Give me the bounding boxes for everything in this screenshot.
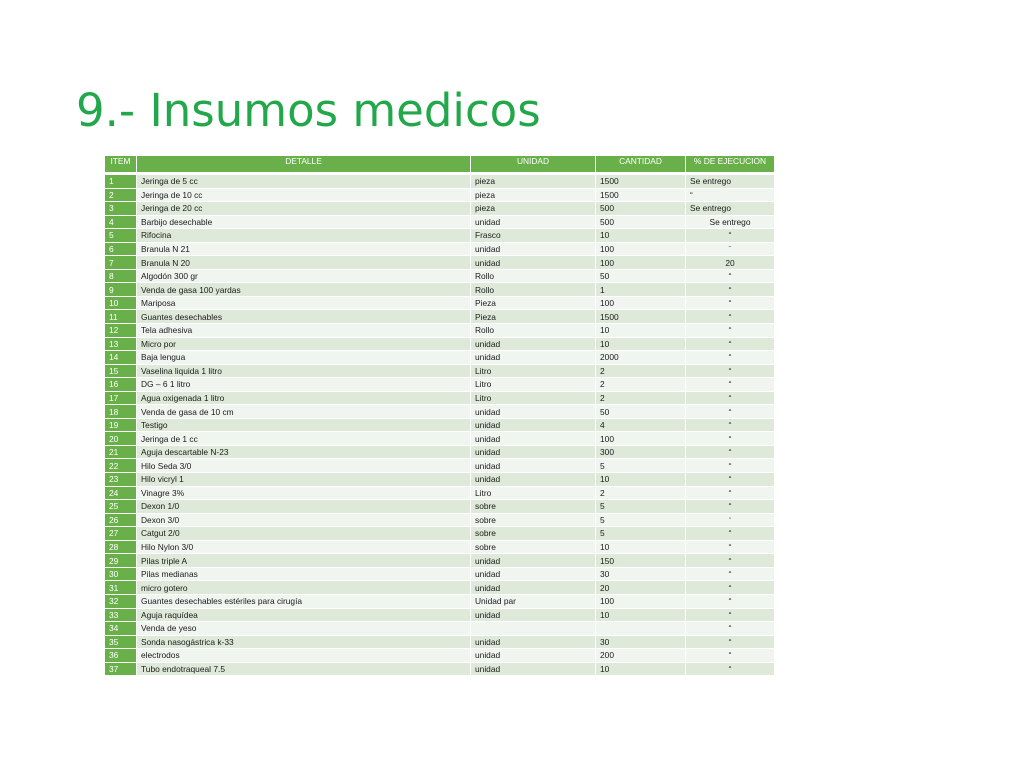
- cell-cantidad: 1: [596, 283, 686, 297]
- table-row: [105, 351, 775, 365]
- cell-cantidad: 10: [596, 662, 686, 676]
- cell-item: 11: [105, 310, 137, 324]
- cell-item: 35: [105, 635, 137, 649]
- table-row: [105, 554, 775, 568]
- cell-item: 23: [105, 473, 137, 487]
- cell-cantidad: 2: [596, 391, 686, 405]
- cell-ejecucion: “: [686, 296, 775, 310]
- cell-cantidad: 1500: [596, 174, 686, 189]
- cell-unidad: unidad: [471, 256, 596, 270]
- cell-unidad: unidad: [471, 432, 596, 446]
- cell-cantidad: 2: [596, 486, 686, 500]
- table-row: [105, 527, 775, 541]
- cell-unidad: sobre: [471, 527, 596, 541]
- cell-detalle: Barbijo desechable: [137, 215, 471, 229]
- cell-detalle: Mariposa: [137, 296, 471, 310]
- supplies-table-container: [104, 155, 774, 676]
- table-row: [105, 473, 775, 487]
- cell-cantidad: 10: [596, 473, 686, 487]
- cell-detalle: Rifocina: [137, 229, 471, 243]
- cell-unidad: sobre: [471, 513, 596, 527]
- cell-detalle: Pilas medianas: [137, 567, 471, 581]
- table-row: [105, 540, 775, 554]
- cell-unidad: Litro: [471, 486, 596, 500]
- cell-item: 21: [105, 445, 137, 459]
- cell-detalle: Dexon 1/0: [137, 500, 471, 514]
- cell-item: 36: [105, 649, 137, 663]
- cell-ejecucion: “: [686, 662, 775, 676]
- cell-ejecucion: “: [686, 622, 775, 636]
- cell-unidad: unidad: [471, 473, 596, 487]
- header-cantidad: CANTIDAD: [596, 156, 686, 174]
- cell-ejecucion: “: [686, 432, 775, 446]
- cell-unidad: sobre: [471, 540, 596, 554]
- cell-detalle: Jeringa de 5 cc: [137, 174, 471, 189]
- cell-ejecucion: “: [686, 351, 775, 365]
- cell-unidad: Unidad par: [471, 594, 596, 608]
- cell-item: 4: [105, 215, 137, 229]
- cell-cantidad: 50: [596, 405, 686, 419]
- table-row: [105, 202, 775, 216]
- cell-item: 20: [105, 432, 137, 446]
- cell-detalle: Aguja descartable N-23: [137, 445, 471, 459]
- slide-title: 9.- Insumos medicos: [76, 84, 541, 137]
- cell-detalle: electrodos: [137, 649, 471, 663]
- cell-unidad: Rollo: [471, 283, 596, 297]
- cell-item: 37: [105, 662, 137, 676]
- table-header: [105, 156, 775, 174]
- cell-ejecucion: “: [686, 473, 775, 487]
- cell-detalle: Guantes desechables: [137, 310, 471, 324]
- cell-cantidad: 100: [596, 296, 686, 310]
- table-row: [105, 256, 775, 270]
- cell-unidad: unidad: [471, 459, 596, 473]
- cell-item: 33: [105, 608, 137, 622]
- cell-detalle: Catgut 2/0: [137, 527, 471, 541]
- cell-item: 16: [105, 378, 137, 392]
- cell-cantidad: 500: [596, 202, 686, 216]
- cell-ejecucion: “: [686, 188, 775, 202]
- cell-cantidad: 1500: [596, 188, 686, 202]
- cell-cantidad: 100: [596, 256, 686, 270]
- table-row: [105, 662, 775, 676]
- table-row: [105, 649, 775, 663]
- cell-unidad: unidad: [471, 405, 596, 419]
- cell-ejecucion: ‘: [686, 513, 775, 527]
- cell-item: 30: [105, 567, 137, 581]
- table-row: [105, 364, 775, 378]
- cell-unidad: Frasco: [471, 229, 596, 243]
- cell-ejecucion: “: [686, 635, 775, 649]
- cell-ejecucion: “: [686, 459, 775, 473]
- cell-ejecucion: “: [686, 581, 775, 595]
- cell-cantidad: 100: [596, 594, 686, 608]
- cell-ejecucion: “: [686, 310, 775, 324]
- cell-unidad: Litro: [471, 378, 596, 392]
- cell-ejecucion: “: [686, 269, 775, 283]
- cell-detalle: Baja lengua: [137, 351, 471, 365]
- cell-unidad: Litro: [471, 364, 596, 378]
- cell-ejecucion: “: [686, 364, 775, 378]
- cell-unidad: unidad: [471, 581, 596, 595]
- cell-unidad: unidad: [471, 337, 596, 351]
- supplies-table: [104, 155, 775, 676]
- cell-cantidad: 100: [596, 432, 686, 446]
- cell-unidad: unidad: [471, 418, 596, 432]
- cell-cantidad: [596, 622, 686, 636]
- cell-cantidad: 2: [596, 378, 686, 392]
- cell-ejecucion: “: [686, 554, 775, 568]
- cell-detalle: Hilo Seda 3/0: [137, 459, 471, 473]
- table-row: [105, 391, 775, 405]
- table-row: [105, 229, 775, 243]
- cell-unidad: pieza: [471, 188, 596, 202]
- cell-ejecucion: “: [686, 378, 775, 392]
- cell-unidad: unidad: [471, 215, 596, 229]
- cell-item: 32: [105, 594, 137, 608]
- table-row: [105, 486, 775, 500]
- cell-detalle: Agua oxigenada 1 litro: [137, 391, 471, 405]
- cell-ejecucion: “: [686, 391, 775, 405]
- cell-ejecucion: “: [686, 324, 775, 338]
- cell-unidad: Pieza: [471, 296, 596, 310]
- cell-unidad: unidad: [471, 554, 596, 568]
- table-row: [105, 500, 775, 514]
- cell-cantidad: 1500: [596, 310, 686, 324]
- table-row: [105, 405, 775, 419]
- cell-item: 34: [105, 622, 137, 636]
- cell-cantidad: 30: [596, 567, 686, 581]
- cell-unidad: unidad: [471, 662, 596, 676]
- table-row: [105, 459, 775, 473]
- cell-item: 15: [105, 364, 137, 378]
- cell-cantidad: 5: [596, 459, 686, 473]
- table-row: [105, 215, 775, 229]
- cell-detalle: Jeringa de 20 cc: [137, 202, 471, 216]
- cell-ejecucion: “: [686, 229, 775, 243]
- cell-detalle: Branula N 21: [137, 242, 471, 256]
- cell-item: 25: [105, 500, 137, 514]
- cell-item: 26: [105, 513, 137, 527]
- cell-item: 7: [105, 256, 137, 270]
- cell-detalle: Dexon 3/0: [137, 513, 471, 527]
- table-row: [105, 418, 775, 432]
- cell-cantidad: 2: [596, 364, 686, 378]
- table-row: [105, 622, 775, 636]
- cell-unidad: unidad: [471, 445, 596, 459]
- cell-ejecucion: 20: [686, 256, 775, 270]
- cell-ejecucion: “: [686, 405, 775, 419]
- cell-detalle: DG – 6 1 litro: [137, 378, 471, 392]
- cell-unidad: unidad: [471, 608, 596, 622]
- cell-unidad: unidad: [471, 567, 596, 581]
- cell-ejecucion: “: [686, 418, 775, 432]
- cell-cantidad: 200: [596, 649, 686, 663]
- cell-item: 8: [105, 269, 137, 283]
- cell-unidad: Pieza: [471, 310, 596, 324]
- cell-item: 2: [105, 188, 137, 202]
- cell-item: 3: [105, 202, 137, 216]
- cell-cantidad: 5: [596, 513, 686, 527]
- cell-detalle: Tela adhesiva: [137, 324, 471, 338]
- cell-cantidad: 300: [596, 445, 686, 459]
- table-row: [105, 324, 775, 338]
- cell-unidad: Litro: [471, 391, 596, 405]
- cell-unidad: [471, 622, 596, 636]
- table-row: [105, 432, 775, 446]
- cell-ejecucion: “: [686, 649, 775, 663]
- header-item: ITEM: [105, 156, 137, 174]
- table-row: [105, 635, 775, 649]
- cell-cantidad: 10: [596, 608, 686, 622]
- cell-ejecucion: ¨: [686, 242, 775, 256]
- table-row: [105, 269, 775, 283]
- cell-item: 29: [105, 554, 137, 568]
- table-row: [105, 378, 775, 392]
- cell-ejecucion: “: [686, 486, 775, 500]
- cell-detalle: Vinagre 3%: [137, 486, 471, 500]
- header-unidad: UNIDAD: [471, 156, 596, 174]
- cell-item: 24: [105, 486, 137, 500]
- cell-cantidad: 50: [596, 269, 686, 283]
- cell-ejecucion: “: [686, 608, 775, 622]
- cell-detalle: Pilas triple A: [137, 554, 471, 568]
- cell-detalle: Tubo endotraqueal 7.5: [137, 662, 471, 676]
- header-ejecucion: % DE EJECUCION: [686, 156, 775, 174]
- table-row: [105, 594, 775, 608]
- cell-unidad: unidad: [471, 242, 596, 256]
- cell-detalle: Testigo: [137, 418, 471, 432]
- cell-cantidad: 2000: [596, 351, 686, 365]
- cell-ejecucion: “: [686, 283, 775, 297]
- cell-cantidad: 10: [596, 540, 686, 554]
- cell-unidad: pieza: [471, 174, 596, 189]
- cell-cantidad: 10: [596, 229, 686, 243]
- cell-detalle: Venda de gasa de 10 cm: [137, 405, 471, 419]
- cell-item: 22: [105, 459, 137, 473]
- table-row: [105, 581, 775, 595]
- cell-unidad: unidad: [471, 351, 596, 365]
- cell-unidad: pieza: [471, 202, 596, 216]
- cell-unidad: sobre: [471, 500, 596, 514]
- cell-detalle: Venda de gasa 100 yardas: [137, 283, 471, 297]
- cell-ejecucion: Se entrego: [686, 202, 775, 216]
- cell-ejecucion: Se entrego: [686, 174, 775, 189]
- cell-cantidad: 500: [596, 215, 686, 229]
- cell-unidad: unidad: [471, 635, 596, 649]
- table-row: [105, 242, 775, 256]
- cell-item: 27: [105, 527, 137, 541]
- table-row: [105, 608, 775, 622]
- cell-ejecucion: “: [686, 594, 775, 608]
- cell-cantidad: 5: [596, 527, 686, 541]
- table-row: [105, 567, 775, 581]
- cell-detalle: Sonda nasogástrica k-33: [137, 635, 471, 649]
- cell-ejecucion: “: [686, 337, 775, 351]
- cell-item: 1: [105, 174, 137, 189]
- table-row: [105, 188, 775, 202]
- cell-unidad: unidad: [471, 649, 596, 663]
- cell-cantidad: 10: [596, 324, 686, 338]
- cell-item: 13: [105, 337, 137, 351]
- cell-detalle: Jeringa de 1 cc: [137, 432, 471, 446]
- cell-item: 28: [105, 540, 137, 554]
- cell-detalle: Aguja raquídea: [137, 608, 471, 622]
- cell-item: 18: [105, 405, 137, 419]
- cell-detalle: Micro por: [137, 337, 471, 351]
- table-row: [105, 513, 775, 527]
- cell-cantidad: 10: [596, 337, 686, 351]
- cell-cantidad: 5: [596, 500, 686, 514]
- cell-ejecucion: Se entrego: [686, 215, 775, 229]
- cell-detalle: Branula N 20: [137, 256, 471, 270]
- cell-ejecucion: “: [686, 540, 775, 554]
- cell-detalle: Jeringa de 10 cc: [137, 188, 471, 202]
- cell-ejecucion: “: [686, 500, 775, 514]
- cell-ejecucion: “: [686, 567, 775, 581]
- cell-item: 14: [105, 351, 137, 365]
- cell-item: 5: [105, 229, 137, 243]
- cell-unidad: Rollo: [471, 269, 596, 283]
- table-row: [105, 283, 775, 297]
- cell-detalle: Hilo Nylon 3/0: [137, 540, 471, 554]
- table-row: [105, 310, 775, 324]
- cell-item: 17: [105, 391, 137, 405]
- cell-ejecucion: “: [686, 445, 775, 459]
- cell-unidad: Rollo: [471, 324, 596, 338]
- cell-cantidad: 20: [596, 581, 686, 595]
- cell-detalle: Vaselina liquida 1 litro: [137, 364, 471, 378]
- cell-detalle: micro gotero: [137, 581, 471, 595]
- cell-cantidad: 4: [596, 418, 686, 432]
- table-row: [105, 174, 775, 189]
- cell-cantidad: 100: [596, 242, 686, 256]
- table-row: [105, 296, 775, 310]
- cell-item: 19: [105, 418, 137, 432]
- cell-ejecucion: “: [686, 527, 775, 541]
- cell-detalle: Algodón 300 gr: [137, 269, 471, 283]
- header-row: [105, 156, 775, 174]
- cell-cantidad: 30: [596, 635, 686, 649]
- cell-cantidad: 150: [596, 554, 686, 568]
- cell-detalle: Venda de yeso: [137, 622, 471, 636]
- table-body: [105, 174, 775, 676]
- cell-detalle: Hilo vicryl 1: [137, 473, 471, 487]
- header-detalle: DETALLE: [137, 156, 471, 174]
- table-row: [105, 337, 775, 351]
- cell-item: 6: [105, 242, 137, 256]
- cell-detalle: Guantes desechables estériles para cirugía: [137, 594, 471, 608]
- cell-item: 12: [105, 324, 137, 338]
- cell-item: 31: [105, 581, 137, 595]
- cell-item: 10: [105, 296, 137, 310]
- cell-item: 9: [105, 283, 137, 297]
- table-row: [105, 445, 775, 459]
